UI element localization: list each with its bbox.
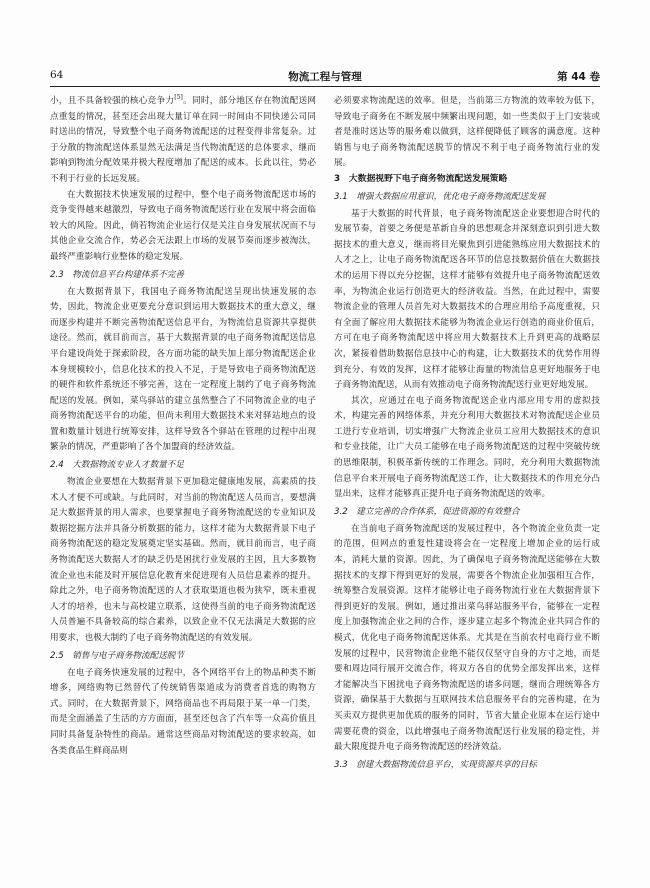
paragraph: 基于大数据的时代背景，电子商务物流配送企业要想迎合时代的发展节奏，首要之务便是革新自身的思想观念并深刻意识到引进大数据技术的重大意义，继而将目光聚焦到引进能熟练应用大数据技术的人才之上，让电子商务物流配送各环节的信息技数据价值在大数据技术的运用下得以充分挖掘，这样才能够有效提升电子商务物流配送效率，为物流企业运行创造更大的经济收益。当然，在此过程中，需要物流企业的管理人员首先对大数据技术的合理应用给予高度重视，只有全面了解应用大数据技术能够为物流企业运行创造的商业价值后，方可在电子商务物流配送中将应用大数据技术上升到更高的战略层次，紧接着借助数据信息技中心的构建，让大数据技术的优势作用得到充分、有效的发挥，这样才能够让海量的物流信息更好地服务于电子商务物流配送，从而有效推动电子商务物流配送行业更好地发展。 [334, 208, 600, 391]
paragraph: 物流企业要想在大数据背景下更加稳定健康地发展，高素质的技术人才便不可或缺。与此同时，对当前的物流配送人员而言，要想满足大数据背景的用人需求，也要掌握电子商务物流配送的专业知识及数据挖掘方法并具备分析数据的能力，这样才能为大数据背景下电子商务物流配送的稳定发展奠定坚实基础。然而，就目前而言，电子商务物流配送大数据人才的缺乏仍是困扰行业发展的主因，且大多数物流企业也未能及时开展信息化教育来促进现有人员信息素养的提升。除此之外，电子商务物流配送的人才获取渠道也极为狭窄，既未重视人才的培养，也未与高校建立联系，这使得当前的电子商务物流配送人员普遍不具备较高的综合素养，以致企业不仅无法满足大数据的应用要求，也极大制约了电子商务物流配送的有效发展。 [50, 477, 316, 643]
section-heading-2-3: 2.3 物流信息平台构建体系不完善 [50, 269, 184, 280]
paragraph: 在当前电子商务物流配送的发展过程中，各个物流企业负责一定的范围，但网点的重复性建设将会在一定程度上增加企业的运行成本，消耗大量的资源。因此，为了确保电子商务物流配送能够在大数据技术的支撑下得到更好的发展，需要各个物流企业加强相互合作，统筹整合发展资源。这样才能够让电子商务物流行业在大数据背景下得到更好的发展。例如，通过推出菜鸟驿站服务平台，能够在一定程度上加强物流企业之间的合作，逐步建立起多个物流企业共同合作的模式，优化电子商务物流配送体系。尤其是在当前农村电商行业不断发展的过程中，民营物流企业绝不能仅仅坚守自身的方寸之地，而是要和周边同行展开交流合作，将双方各自的优势全部发挥出来，这样才能解决当下困扰电子商务物流配送的诸多问题，继而合理统筹各方资源，确保基于大数据与互联网技术信息服务平台的完善构建，在为买卖双方提供更加优质的服务的同时，节省大量企业原本在运行途中需要花费的资金，以此增强电子商务物流配送行业发展的稳定性，并最大限度提升电子商务物流配送的经济效益。 [334, 523, 600, 753]
section-heading-2-5: 2.5 销售与电子商务物流配送脱节 [50, 650, 184, 661]
citation-ref: [5] [174, 94, 183, 102]
paragraph [50, 94, 316, 188]
section-heading-3-1: 3.1 增强大数据应用意识，优化电子商务物流配送发展 [334, 191, 546, 202]
paragraph: 在大数据技术快速发展的过程中，整个电子商务物流配送市场的竞争变得越来越激烈，导致电子商务物流配送行业在发展中将会面临较大的风险。因此，倘若物流企业运行仅是关注自身发展状况而不与其他企业交流合作，势必会无法跟上市场的发展节奏而逐步被淘汰，最终严重影响行业整体的稳定发展。 [50, 189, 316, 262]
section-heading-3-2: 3.2 建立完善的合作体系，促进资源的有效整合 [334, 506, 520, 517]
section-heading-3-3: 3.3 创建大数据物流信息平台，实现资源共享的目标 [334, 759, 537, 770]
running-header [50, 68, 600, 87]
paragraph: 其次，应通过在电子商务物流配送企业内部应用专用的虚拟技术，构建完善的网络体系，并充分利用大数据技术对物流配送企业员工进行专业培训，切实增强广大物流企业员工应用大数据技术的意识和专业技能，让广大员工能够在电子商务物流配送的过程中突破传统的思维限制，积极革新传统的工作理念。同时，充分利用大数据物流信息平台来开展电子商务物流配送工作，让大数据技术的作用充分凸显出来，这样才能够真正提升电子商务物流配送的效率。 [334, 395, 600, 500]
paragraph: 在大数据背景下，我国电子商务物流配送呈现出快速发展的态势，因此，物流企业更要充分意识到运用大数据技术的重大意义，继而逐步构建并不断完善物流配送信息平台，为物流信息资源共享提供途径。然而，就目前而言，基于大数据背景的电子商务物流配送信息平台建设尚处于探索阶段，各方面功能的缺失加上部分物流配送企业本身规模较小，信息化技术的投入不足，于是导致电子商务物流配送的硬件和软件系统还不够完善，这在一定程度上制约了电子商务物流配送的发展。例如，菜鸟驿站的建立虽然整合了不同物流企业的电子商务物流配送平台的功能，但尚未利用大数据技术来对驿站地点的设置和数量计划进行统筹安排，这样导致各个驿站在管理的过程中出现繁杂的情况，严重影响了各个加盟商的经济效益。 [50, 286, 316, 453]
paragraph-text: 。同时，部分地区存在物流配送网点重复的情况，甚至还会出现大量订单在同一时间由不同快递公司同时送出的情况，导致整个电子商务物流配送的过程变得非常复杂。过于分散的物流配送体系显然无法满足当代物流配送的总体要求，继而影响到物流分配效果并极大程度增加了配送的成本。长此以往，势必不利于行业的长远发展。 [50, 96, 316, 184]
paragraph: 必须要求物流配送的效率。但是，当前第三方物流的效率较为低下，导致电子商务在不断发展中频繁出现问题，如一些类似于上门安装或者是准时送达等的服务难以做到，这样便降低了顾客的满意度。这种销售与电子商务物流配送脱节的情况不利于电子商务物流行业的发展。 [334, 96, 600, 169]
journal-title: 物流工程与管理 [288, 71, 362, 83]
right-column [334, 94, 600, 864]
paragraph: 在电子商务快速发展的过程中，各个网络平台上的物品种类不断增多，网络购物已然替代了传统销售渠道成为消费者首选的购物方式。同时，在大数据背景下，网络商品也不再局限于某一单一门类，而是全面涵盖了生活的方方面面，甚至还包含了汽车等一众高价值且同时具备复杂特性的商品。通常这些商品对物流配送的要求较高，如各类食品生鲜商品则 [50, 667, 316, 756]
page-number: 64 [50, 69, 64, 81]
volume-label: 第 44 卷 [557, 71, 600, 83]
section-heading-3: 3 大数据视野下电子商务物流配送发展策略 [334, 173, 508, 184]
paragraph-text: 小，且不具备较强的核心竞争力 [50, 96, 175, 106]
left-column [50, 94, 316, 864]
section-heading-2-4: 2.4 大数据物流专业人才数量不足 [50, 460, 184, 471]
